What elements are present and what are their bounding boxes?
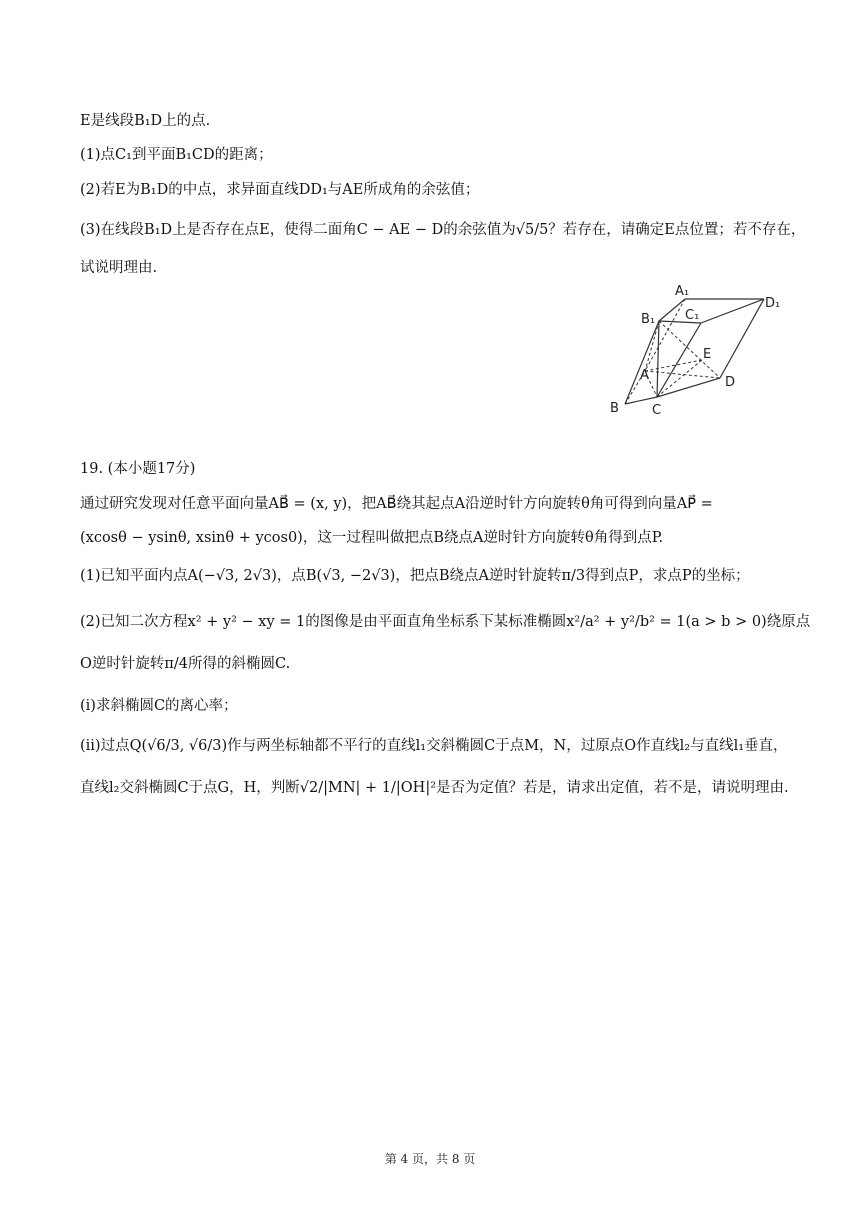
problem-19-question-2ii: (ii)过点Q(√6/3, √6/3)作与两坐标轴都不平行的直线l₁交斜椭圆C于点M，N，过原点O作直线l₂与直线l₁垂直， xyxy=(80,738,788,754)
problem-19-question-2ii-cont: 直线l₂交斜椭圆C于点G，H，判断√2/|MN| + 1/|OH|²是否为定值？若是，请求出定值，若不是，请说明理由. xyxy=(80,780,789,796)
label-b: B xyxy=(610,401,619,416)
problem-19-header: 19. (本小题17分) xyxy=(80,461,196,477)
figure-vertex-labels xyxy=(610,284,780,418)
page-footer: 第 4 页，共 8 页 xyxy=(384,1152,476,1166)
problem-19-intro-cont: (xcosθ − ysinθ, xsinθ + ycos0)，这一过程叫做把点B绕点A逆时针方向旋转θ角得到点P. xyxy=(80,530,664,546)
edge-c1-d1 xyxy=(701,299,764,323)
problem-18-question-2: (2)若E为B₁D的中点，求异面直线DD₁与AE所成角的余弦值； xyxy=(80,182,480,198)
edge-d1-d xyxy=(720,299,764,378)
problem-18-statement-end: E是线段B₁D上的点. xyxy=(80,113,211,129)
problem-19-intro: 通过研究发现对任意平面向量AB⃗ = (x, y)，把AB⃗绕其起点A沿逆时针方向旋转θ角可得到向量AP⃗ = xyxy=(80,496,713,512)
prism-figure xyxy=(605,283,795,423)
problem-19-question-1: (1)已知平面内点A(−√3, 2√3)，点B(√3, −2√3)，把点B绕点A逆时针旋转π/3得到点P，求点P的坐标； xyxy=(80,568,750,584)
edge-b1-a xyxy=(645,321,659,371)
edge-a-d xyxy=(645,371,720,378)
label-c: C xyxy=(652,403,662,418)
problem-19-question-2i: (i)求斜椭圆C的离心率； xyxy=(80,698,238,714)
problem-19-question-2: (2)已知二次方程x² + y² − xy = 1的图像是由平面直角坐标系下某标准椭圆x²/a² + y²/b² = 1(a > b > 0)绕原点 xyxy=(80,614,811,630)
label-c1: C₁ xyxy=(685,308,700,323)
label-d: D xyxy=(725,375,736,390)
problem-18-question-3: (3)在线段B₁D上是否存在点E，使得二面角C − AE − D的余弦值为√5/5？若存在，请确定E点位置；若不存在， xyxy=(80,222,806,238)
problem-18-question-1: (1)点C₁到平面B₁CD的距离； xyxy=(80,147,273,163)
problem-18-question-3-cont: 试说明理由. xyxy=(80,260,158,276)
label-d1: D₁ xyxy=(765,296,781,311)
edge-b1-c xyxy=(657,321,659,397)
problem-19-question-2-cont: O逆时针旋转π/4所得的斜椭圆C. xyxy=(80,656,291,672)
label-a1: A₁ xyxy=(675,284,690,299)
label-a: A xyxy=(640,368,649,383)
label-b1: B₁ xyxy=(641,312,656,327)
segment-c-e xyxy=(657,360,702,397)
label-e: E xyxy=(703,347,712,362)
